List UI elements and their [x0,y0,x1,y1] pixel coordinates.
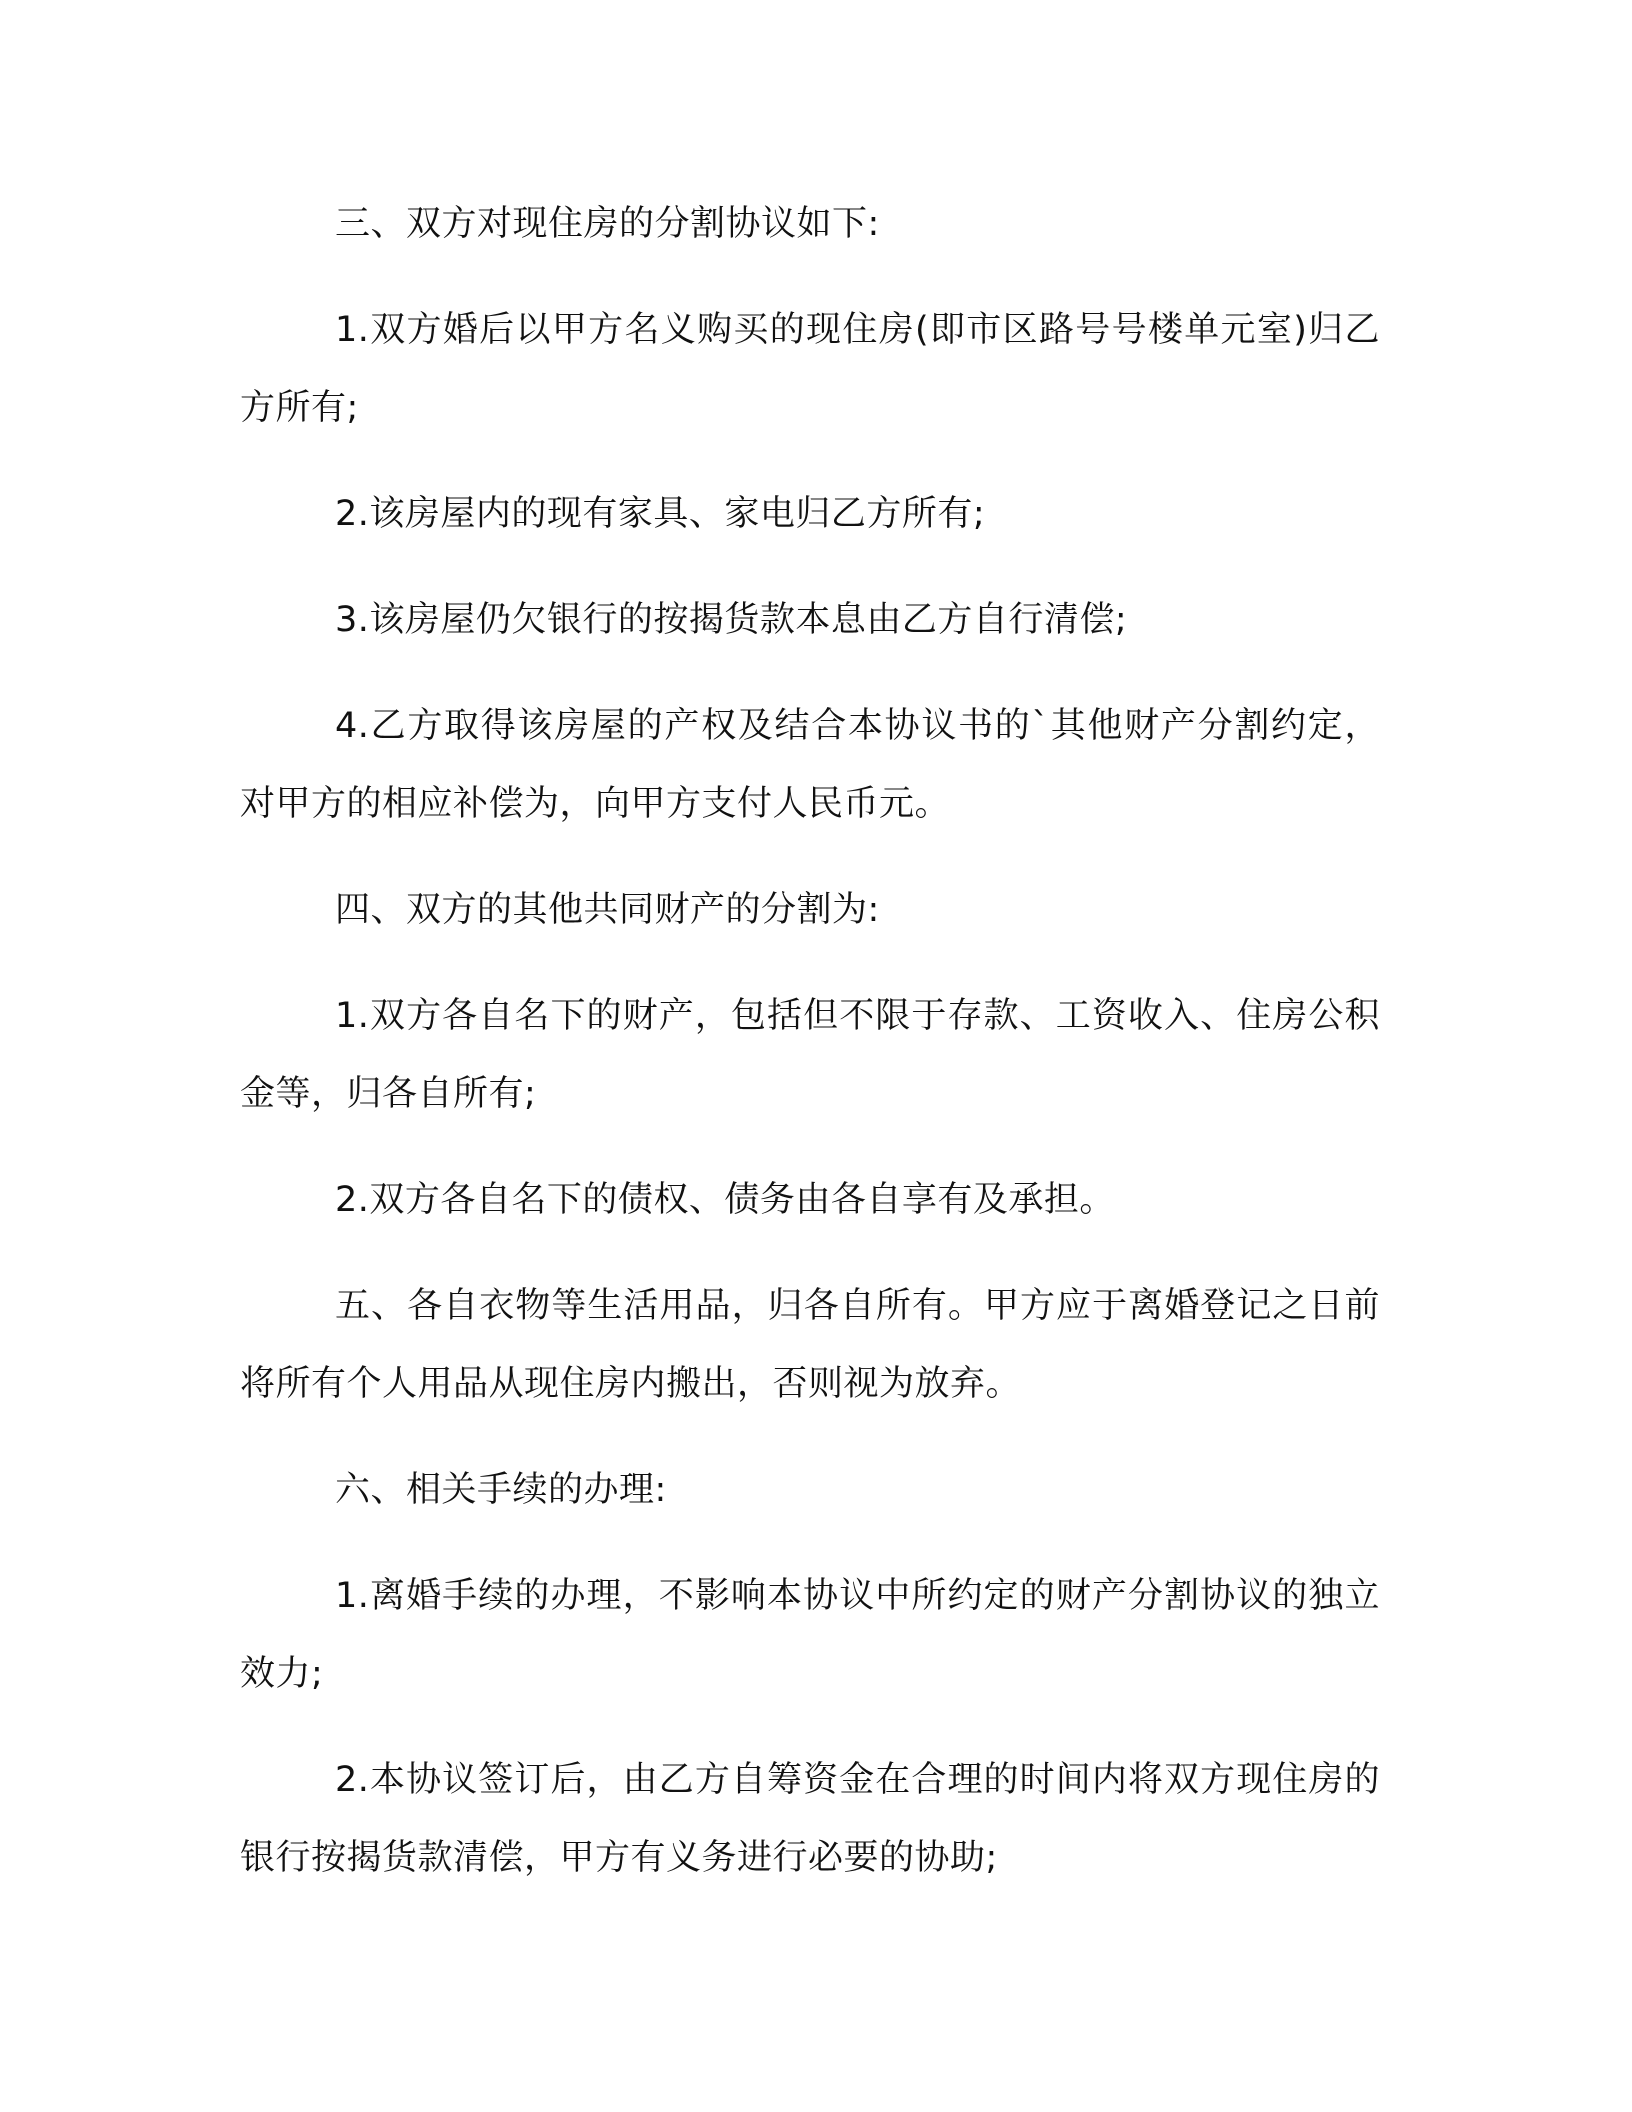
clause-6-2: 2.本协议签订后，由乙方自筹资金在合理的时间内将双方现住房的银行按揭货款清偿，甲方有义务进行必要的协助; [240,1760,1380,1878]
section-heading-six: 六、相关手续的办理: [335,1470,667,1510]
section-five: 五、各自衣物等生活用品，归各自所有。甲方应于离婚登记之日前将所有个人用品从现住房内搬出，否则视为放弃。 [240,1286,1380,1404]
clause-3-4: 4.乙方取得该房屋的产权及结合本协议书的`其他财产分割约定，对甲方的相应补偿为，向甲方支付人民币元。 [240,706,1380,824]
section-heading-three: 三、双方对现住房的分割协议如下: [335,204,880,244]
clause-4-2: 2.双方各自名下的债权、债务由各自享有及承担。 [335,1180,1115,1220]
clause-4-1: 1.双方各自名下的财产，包括但不限于存款、工资收入、住房公积金等，归各自所有; [240,996,1380,1114]
clause-3-3: 3.该房屋仍欠银行的按揭货款本息由乙方自行清偿; [335,600,1128,640]
clause-3-1: 1.双方婚后以甲方名义购买的现住房(即市区路号号楼单元室)归乙方所有; [240,310,1380,428]
section-heading-four: 四、双方的其他共同财产的分割为: [335,890,880,930]
clause-3-2: 2.该房屋内的现有家具、家电归乙方所有; [335,494,986,534]
clause-6-1: 1.离婚手续的办理，不影响本协议中所约定的财产分割协议的独立效力; [240,1576,1380,1694]
document-body [240,185,1380,1925]
